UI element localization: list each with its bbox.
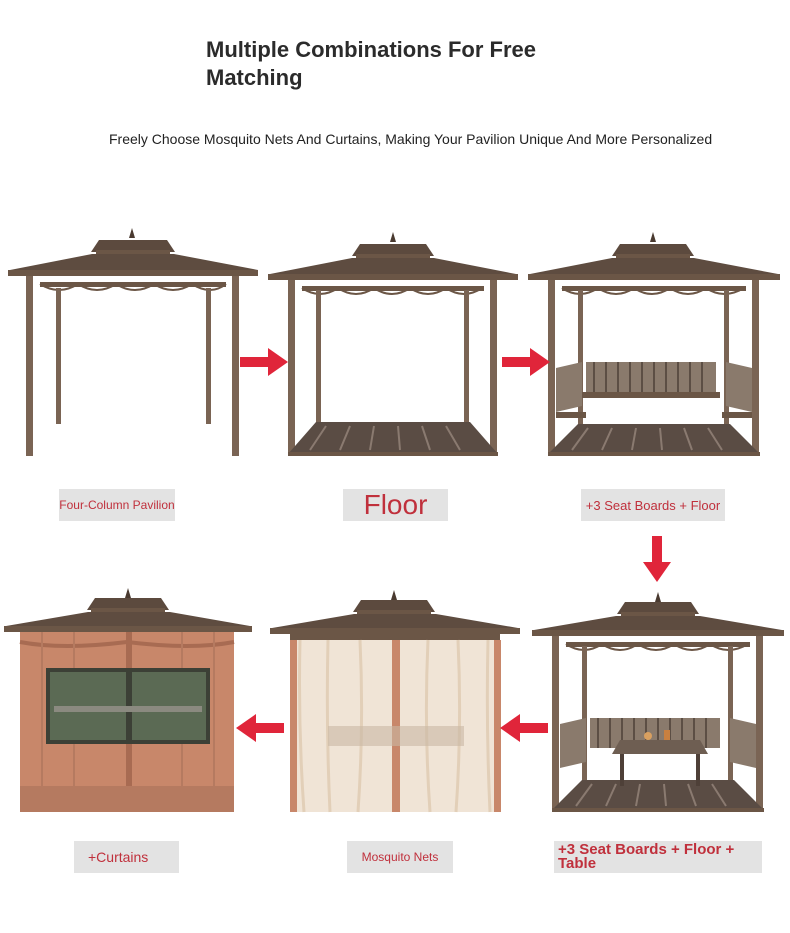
arrow-right-icon: [240, 348, 288, 376]
pavilion-seats-floor-table-image: [530, 590, 786, 818]
roof: [8, 228, 258, 276]
pavilion-mosquito-nets-image: [268, 586, 522, 820]
arrow-left-icon: [500, 714, 548, 742]
arrow-left-icon: [236, 714, 284, 742]
arrow-right-icon: [502, 348, 550, 376]
pavilion-floor-image: [266, 228, 520, 462]
label-mosquito-nets: Mosquito Nets: [347, 841, 453, 873]
columns: [26, 276, 239, 456]
pavilion-curtains-image: [2, 586, 254, 816]
pavilion-four-column-image: [4, 222, 262, 462]
arrow-down-icon: [643, 536, 671, 582]
page-title: Multiple Combinations For Free Matching: [206, 37, 537, 90]
label-seat-boards-floor-table: +3 Seat Boards + Floor + Table: [554, 841, 762, 873]
label-four-column-pavilion: Four-Column Pavilion: [59, 489, 175, 521]
seat-boards: [556, 362, 752, 418]
frame: [40, 282, 226, 290]
curtain: [20, 632, 234, 812]
label-seat-boards-floor: +3 Seat Boards + Floor: [581, 489, 725, 521]
pavilion-seats-floor-image: [526, 228, 782, 462]
page-subtitle: Freely Choose Mosquito Nets And Curtains, Making Your Pavilion Unique And More Personalized: [109, 131, 713, 147]
label-curtains: +Curtains: [74, 841, 179, 873]
floor-deck: [288, 422, 498, 454]
mosquito-net: [290, 640, 501, 812]
label-floor: Floor: [343, 489, 448, 521]
